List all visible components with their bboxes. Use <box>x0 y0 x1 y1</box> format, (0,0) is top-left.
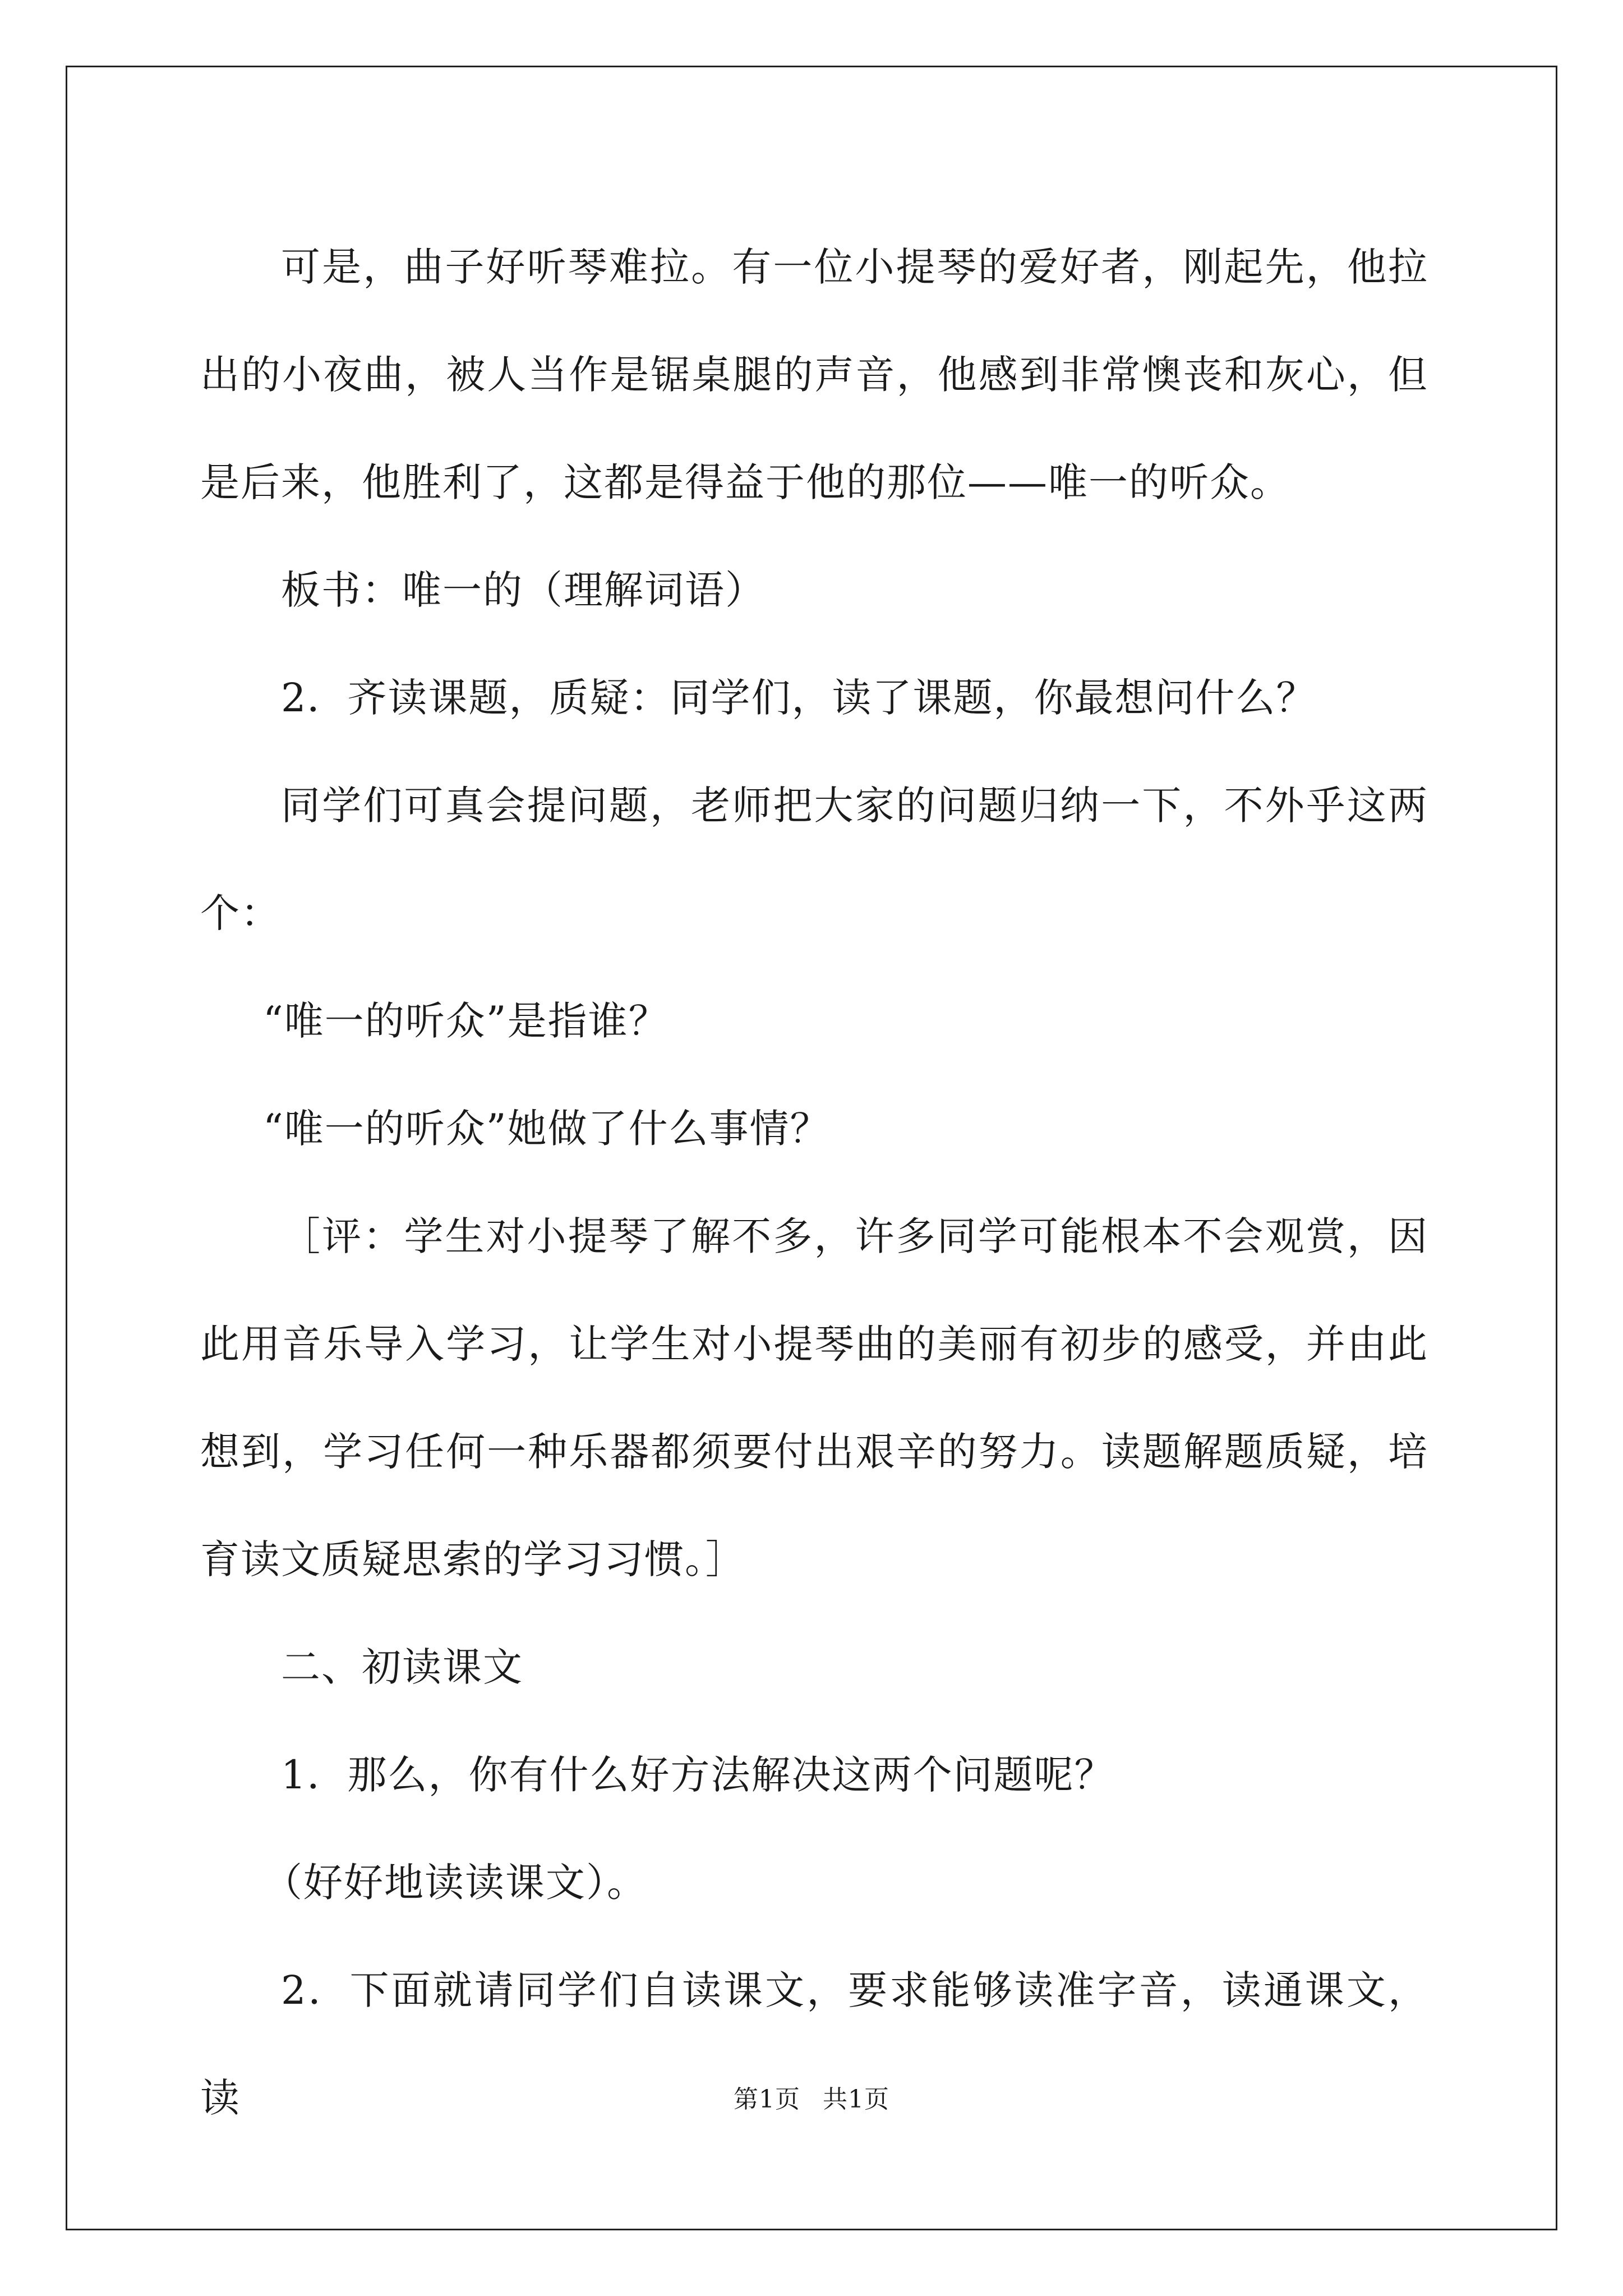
paragraph: 板书：唯一的（理解词语） <box>281 567 766 613</box>
paragraph: 1．那么，你有什么好方法解决这两个问题呢？ <box>281 1752 1115 1798</box>
paragraph: ［评：学生对小提琴了解不多，许多同学可能根本不会观赏，因此用音乐导入学习，让学生对小提琴曲的美丽有初步的感受，并由此想到，学习任何一种乐器都须要付出艰辛的努力。读题解题质疑，培育读文质疑思索的学习习惯。］ <box>200 1213 1428 1582</box>
paragraph: 2．齐读课题，质疑：同学们，读了课题，你最想问什么？ <box>281 675 1317 721</box>
paragraph: 可是，曲子好听琴难拉。有一位小提琴的爱好者，刚起先，他拉出的小夜曲，被人当作是锯桌腿的声音，他感到非常懊丧和灰心，但是后来，他胜利了，这都是得益于他的那位——唯一的听众。 <box>200 244 1428 505</box>
page-footer <box>0 2079 1623 2115</box>
page-number: 第1页 <box>734 2085 800 2114</box>
paragraph: 同学们可真会提问题，老师把大家的问题归纳一下，不外乎这两个： <box>200 783 1428 936</box>
paragraph: （好好地读读课文）。 <box>263 1860 647 1906</box>
page-total: 共1页 <box>823 2085 889 2114</box>
paragraph: 二、初读课文 <box>281 1644 523 1690</box>
paragraph: “唯一的听众”是指谁？ <box>263 998 669 1044</box>
paragraph: “唯一的听众”她做了什么事情？ <box>263 1106 831 1152</box>
paragraph: 2．下面就请同学们自读课文，要求能够读准字音，读通课文，读 <box>200 1967 1428 2121</box>
document-body <box>200 213 1428 2152</box>
